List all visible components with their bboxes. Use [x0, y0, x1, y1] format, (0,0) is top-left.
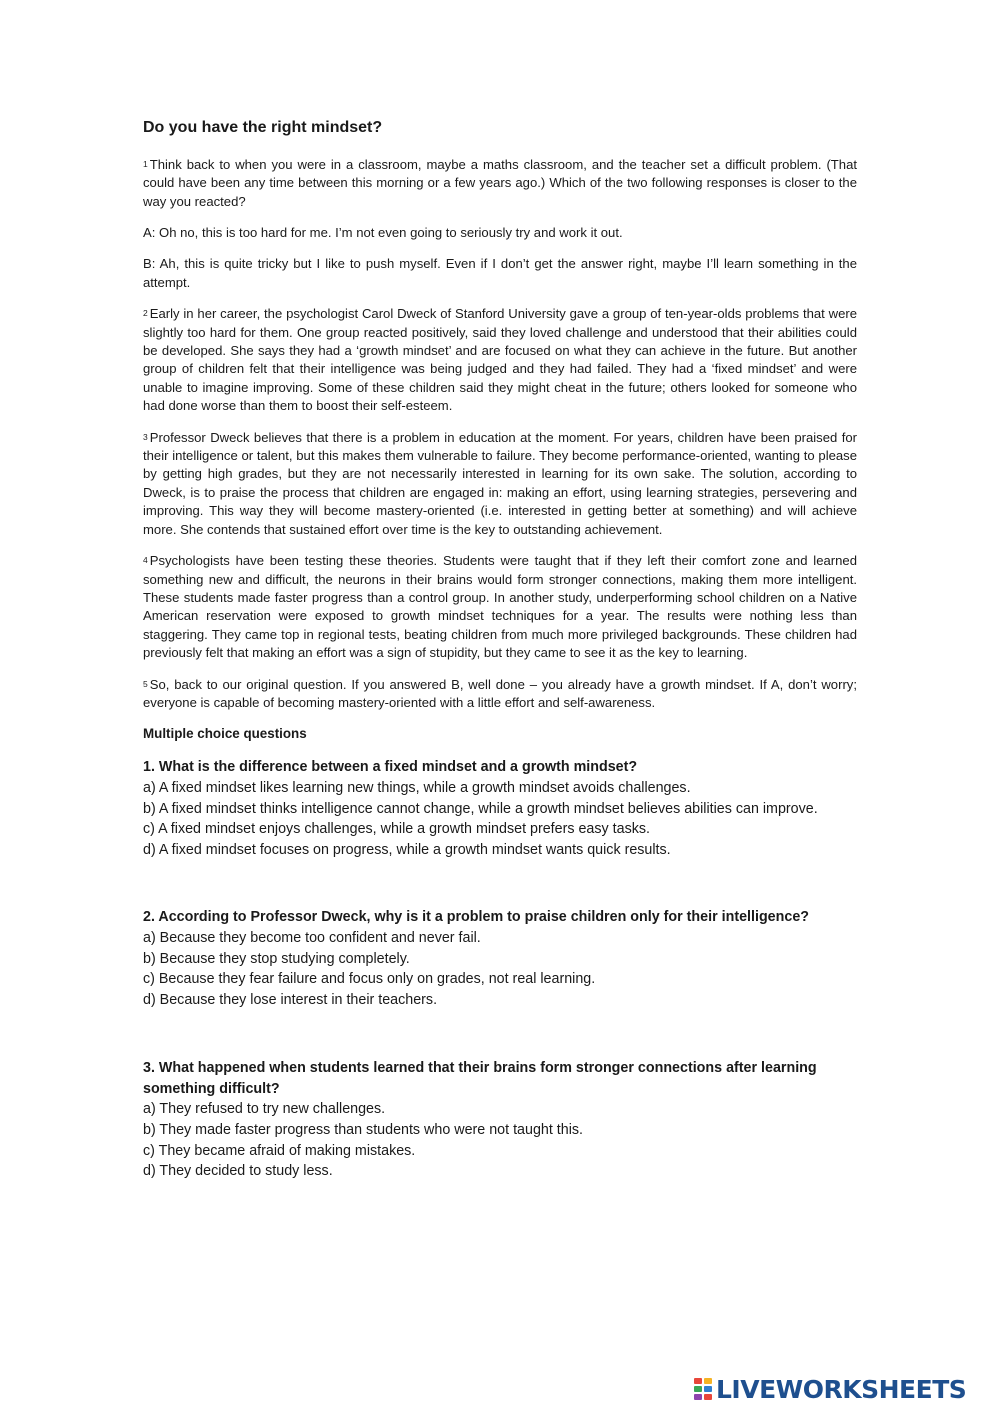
answer-option-b[interactable]: b) They made faster progress than students who were not taught this. [143, 1122, 584, 1139]
paragraph-text: Early in her career, the psychologist Carol Dweck of Stanford University gave a group of ten-year-olds problems that were slightly too hard for them. One group reacted positively, said they loved challenge and understood that their abilities could be developed. She says they had a ‘growth mindset’ and are focused on what they can achieve in the future. But another group of children felt that their intelligence was being judged and they had failed. They had a ‘fixed mindset’ and were unable to imagine improving. Some of these children said they might cheat in the future; others looked for someone who had done worse than them to boost their self-esteem. [143, 306, 857, 414]
paragraph-text: Psychologists have been testing these theories. Students were taught that if they left their comfort zone and learned something new and difficult, the neurons in their brains would form stronger connections, making them more intelligent. These students made faster progress than a control group. In another study, underperforming school children on a Native American reservation were exposed to growth mindset techniques for a year. The results were nothing less than staggering. They came top in regional tests, beating children from much more privileged backgrounds. These children had previously felt that making an effort was a sign of stupidity, but they came to see it as the key to learning. [143, 553, 857, 661]
answer-option-b[interactable]: b) A fixed mindset thinks intelligence cannot change, while a growth mindset believes abilities can improve. [143, 800, 818, 817]
question-text: 1. What is the difference between a fixed mindset and a growth mindset? [143, 759, 638, 776]
paragraph-4 [143, 552, 857, 662]
paragraph-text: Professor Dweck believes that there is a problem in education at the moment. For years, children have been praised for their intelligence or talent, but this makes them vulnerable to failure. They become performance-oriented, wanting to please by getting high grades, but they are not necessarily interested in learning for its own sake. The solution, according to Dweck, is to praise the process that children are engaged in: making an effort, using learning strategies, persevering and improving. This way they will become mastery-oriented (i.e. interested in getting better at something) and will achieve more. She contends that sustained effort over time is the key to outstanding achievement. [143, 429, 857, 537]
mcq-heading: Multiple choice questions [143, 726, 307, 742]
answer-option-c[interactable]: c) Because they fear failure and focus only on grades, not real learning. [143, 971, 596, 988]
liveworksheets-logo [693, 1375, 966, 1403]
logo-text: LIVEWORKSHEETS [716, 1374, 967, 1404]
question-3 [143, 1058, 857, 1182]
paragraph-number: 1 [143, 158, 148, 169]
answer-option-a[interactable]: a) They refused to try new challenges. [143, 1101, 386, 1118]
worksheet-page [143, 118, 857, 1182]
paragraph-text: Think back to when you were in a classroom, maybe a maths classroom, and the teacher set a difficult problem. (That could have been any time between this morning or a few years ago.) Which of the two following responses is closer to the way you reacted? [143, 156, 857, 209]
question-1 [143, 757, 857, 860]
answer-option-c[interactable]: c) They became afraid of making mistakes. [143, 1142, 416, 1159]
question-2 [143, 907, 857, 1010]
paragraph-text: So, back to our original question. If you answered B, well done – you already have a growth mindset. If A, don’t worry; everyone is capable of becoming mastery-oriented with a little effort and self-awareness. [143, 676, 857, 710]
paragraph-3 [143, 429, 857, 539]
paragraph-number: 5 [143, 678, 148, 689]
paragraph-number: 4 [143, 555, 148, 566]
answer-option-b[interactable]: b) Because they stop studying completely. [143, 950, 410, 967]
paragraph-number: 2 [143, 308, 148, 319]
answer-option-a[interactable]: a) Because they become too confident and never fail. [143, 929, 481, 946]
paragraph-5 [143, 676, 857, 713]
answer-option-d[interactable]: d) Because they lose interest in their teachers. [143, 991, 438, 1008]
answer-option-a[interactable]: a) A fixed mindset likes learning new things, while a growth mindset avoids challenges. [143, 779, 691, 796]
answer-option-d[interactable]: d) They decided to study less. [143, 1163, 333, 1180]
paragraph-1 [143, 156, 857, 211]
answer-option-d[interactable]: d) A fixed mindset focuses on progress, while a growth mindset wants quick results. [143, 841, 671, 858]
paragraph-2 [143, 305, 857, 415]
paragraph-text: B: Ah, this is quite tricky but I like to push myself. Even if I don’t get the answer right, maybe I’ll learn something in the attempt. [143, 256, 857, 290]
question-text: 2. According to Professor Dweck, why is it a problem to praise children only for their intelligence? [143, 909, 810, 926]
paragraph-text: A: Oh no, this is too hard for me. I’m not even going to seriously try and work it out. [143, 225, 623, 241]
question-text: 3. What happened when students learned that their brains form stronger connections after learning something difficult? [143, 1060, 817, 1097]
page-title: Do you have the right mindset? [143, 119, 383, 136]
live-blocks-icon [693, 1377, 713, 1401]
response-b [143, 255, 857, 292]
response-a [143, 224, 857, 242]
paragraph-number: 3 [143, 431, 148, 442]
answer-option-c[interactable]: c) A fixed mindset enjoys challenges, while a growth mindset prefers easy tasks. [143, 821, 650, 838]
